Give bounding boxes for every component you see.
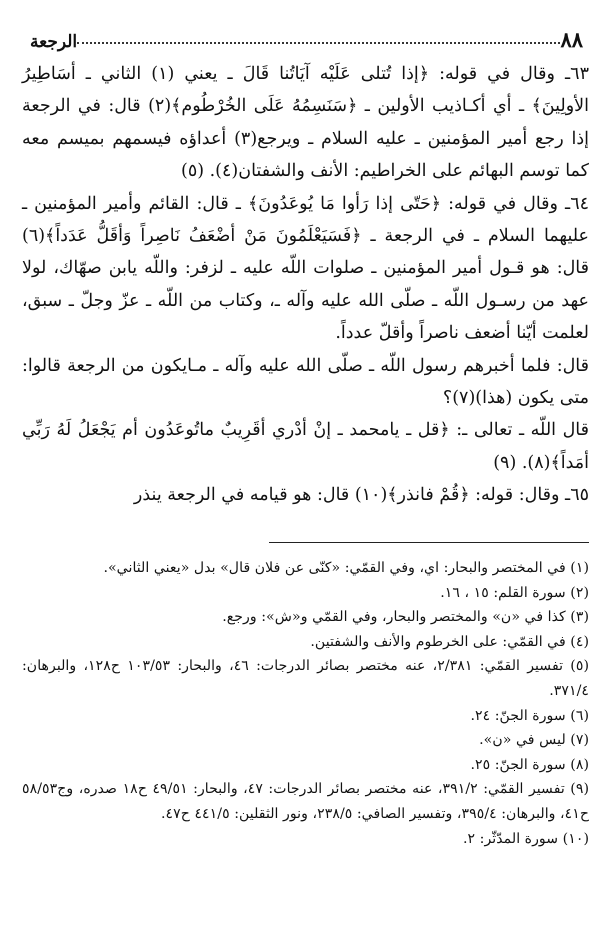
paragraph-65: ٦٥ـ وقال: قوله: ﴿قُمْ فانذر﴾(١٠) قال: هو قيامه في الرجعة ينذر	[133, 485, 589, 506]
running-header	[22, 26, 593, 52]
footnote: (٧) ليس في «ن».	[479, 732, 589, 749]
footnote: (٢) سورة القلم: ١٥ ، ١٦.	[440, 584, 589, 601]
footnote: (١) في المختصر والبحار: اي، وفي القمّي: «كنّى عن فلان قال» بدل «يعني الثاني».	[103, 560, 589, 576]
header-dotted-rule	[77, 42, 560, 44]
running-title: الرجعة	[30, 32, 78, 52]
footnote: (٩) تفسير القمّي: ٣٩١/٢، عنه مختصر بصائر الدرجات: ٤٧، والبحار: ٤٩/٥١ ح١٨ صدره، وج٥٨/٥٣ ح٤١، والبرهان: ٣٩٥/٤، وتفسير الصافي: ٢٣٨/٥، ونور الثقلين: ٤٤١/٥ ح٤٧.	[22, 781, 590, 822]
footnote: (١٠) سورة المدّثّر: ٢.	[463, 830, 589, 847]
footnote: (٤) في القمّي: على الخرطوم والأنف والشفتين.	[310, 633, 589, 650]
footnote: (٨) سورة الجنّ: ٢٥.	[470, 756, 589, 773]
page-number: ٨٨	[560, 27, 583, 52]
footnote-separator	[269, 542, 589, 543]
footnotes	[22, 556, 589, 851]
main-text	[22, 58, 589, 512]
paragraph-64-continued: قال: فلما أخبرهم رسول اللّه ـ صلّى الله عليه وآله ـ مـايكون من الرجعة قالوا: متى يكون (هذا)(٧)؟	[22, 355, 589, 409]
footnote: (٥) تفسير القمّي: ٢/٣٨١، عنه مختصر بصائر الدرجات: ٤٦، والبحار: ١٠٣/٥٣ ح١٢٨، والبرهان: ٣٧١/٤.	[22, 658, 589, 699]
paragraph-63: ٦٣ـ وقال في قوله: ﴿إذا تُتلى عَلَيْه آيَاتُنا قَالَ ـ يعني (١) الثاني ـ أسَاطِيرُ الأولِينَ﴾ ـ أي أكـاذيب الأولين ـ ﴿سَنَسِمُهُ عَلَى الخُرْطُوم﴾(٢) قال: في الرجعة إذا رجع أمير المؤمنين ـ عليه السلام ـ ويرجع(٣) أعداؤه فيسمهم بميسم معه كما توسم البهائم على الخراطيم: الأنف والشفتان(٤). (٥)	[22, 64, 589, 182]
paragraph-64-quran-quote: قال اللّه ـ تعالى ـ: ﴿قل ـ يامحمد ـ إنْ أدْري أقَرِيبٌ ماتُوعَدُون أم يَجْعَلُ لَهُ رَبِّي أمَداً﴾(٨). (٩)	[22, 420, 589, 473]
footnote: (٦) سورة الجنّ: ٢٤.	[470, 707, 589, 724]
footnote: (٣) كذا في «ن» والمختصر والبحار، وفي القمّي و«ش»: ورجع.	[222, 609, 589, 626]
paragraph-64: ٦٤ـ وقال في قوله: ﴿حَتّى إذا رَأوا مَا يُوعَدُونَ﴾ ـ قال: القائم وأمير المؤمنين ـ عليهما السلام ـ في الرجعة ـ ﴿فَسَيَعْلَمُونَ مَنْ أضْعَفُ نَاصِراً وَأقَلُّ عَدَداً﴾(٦) قال: هو قـول أمير المؤمنين ـ صلوات اللّه عليه ـ لزفر: واللّه يابن صهّاك، لولا عهد من رسـول اللّه ـ صلّى الله عليه وآله ـ، وكتاب من اللّه ـ عزّ وجلّ ـ سبق، لعلمت أيّنا أضعف ناصراً وأقلّ عدداً.	[22, 193, 589, 344]
